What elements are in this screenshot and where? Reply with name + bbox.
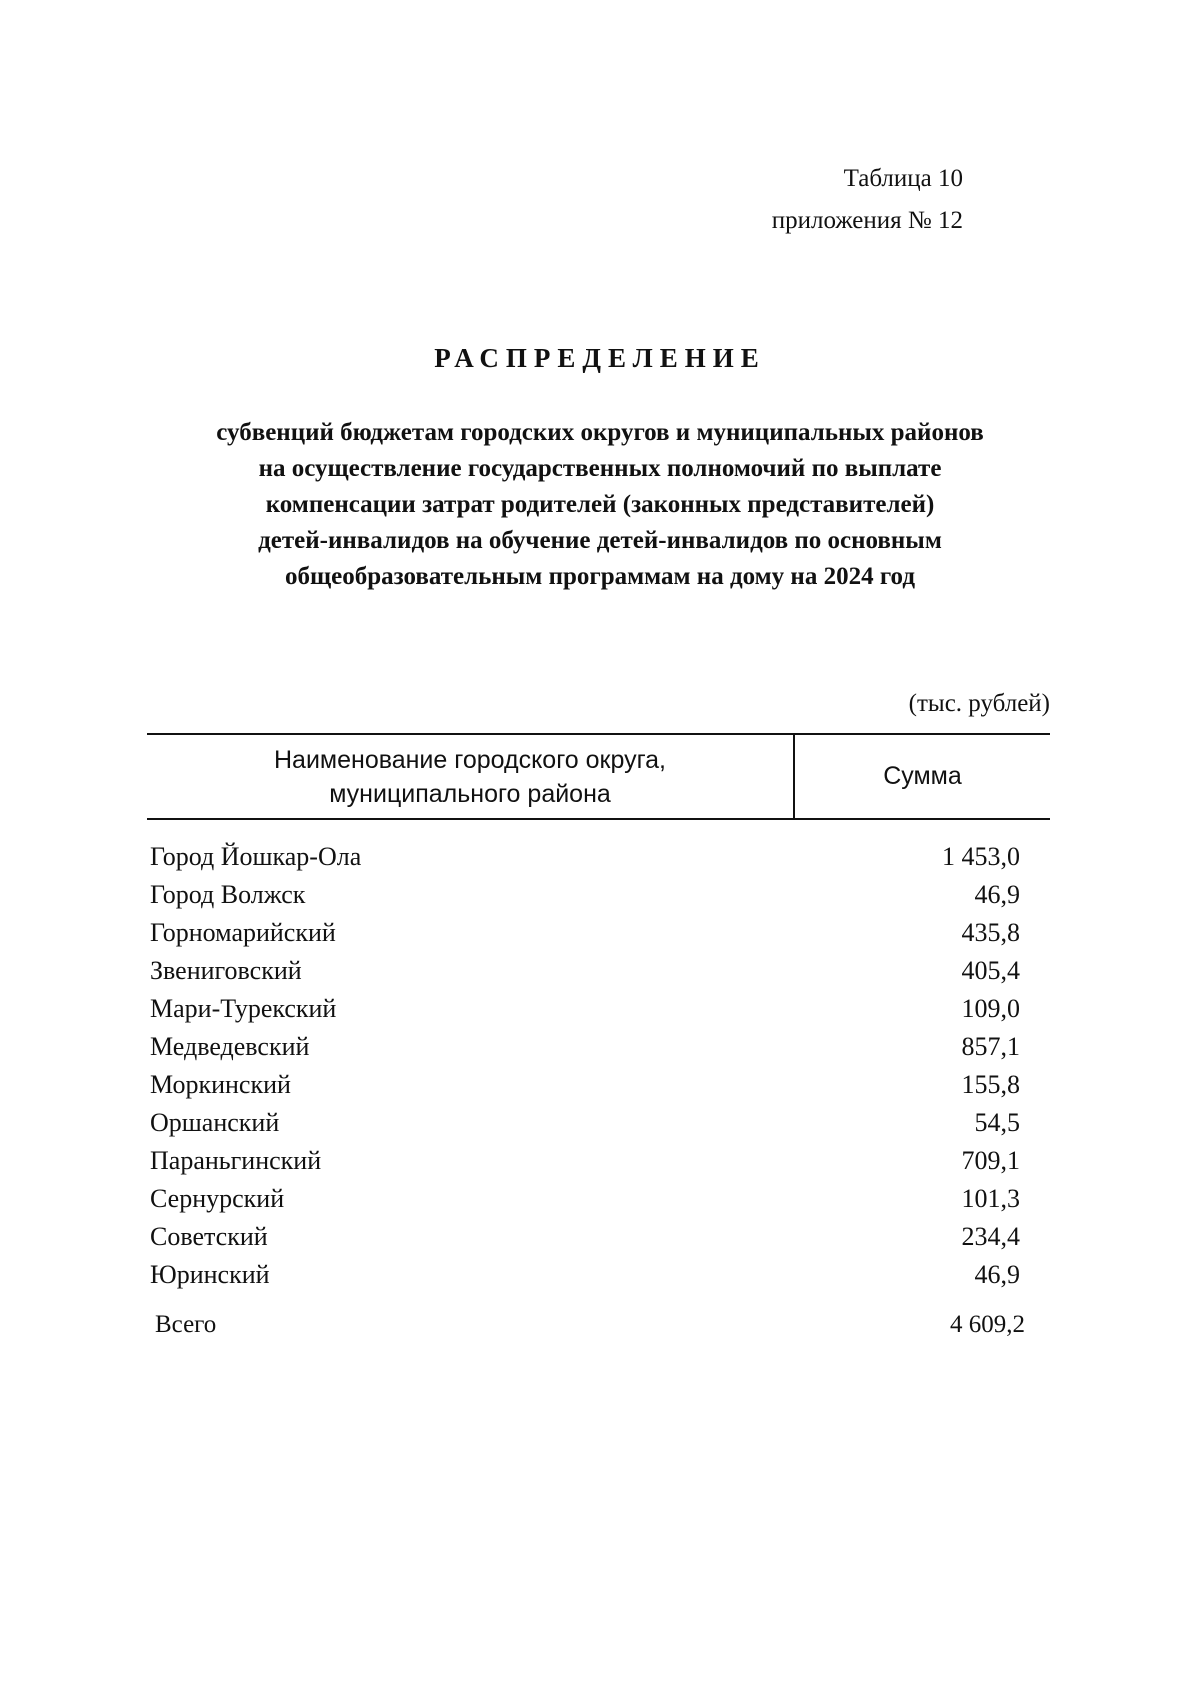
subtitle-line: субвенций бюджетам городских округов и муниципальных районов (216, 419, 984, 446)
subtitle-line: детей-инвалидов на обучение детей-инвалидов по основным (258, 527, 942, 554)
row-name: Мари-Турекский (150, 994, 337, 1023)
row-value: 234,4 (961, 1222, 1020, 1251)
appendix-number: приложения № 12 (771, 207, 963, 234)
table-row (150, 1066, 1020, 1104)
row-name: Медведевский (150, 1032, 310, 1061)
row-value: 46,9 (974, 880, 1020, 909)
total-label: Всего (155, 1311, 217, 1338)
table-row (150, 1104, 1020, 1142)
subtitle-line: общеобразовательным программам на дому на 2024 год (285, 563, 915, 590)
row-value: 101,3 (961, 1184, 1020, 1213)
row-name: Сернурский (150, 1184, 285, 1213)
row-value: 709,1 (961, 1146, 1020, 1175)
row-value: 435,8 (961, 918, 1020, 947)
table-row (150, 838, 1020, 876)
subtitle-line: компенсации затрат родителей (законных представителей) (265, 491, 935, 518)
table-row (150, 1180, 1020, 1218)
row-name: Моркинский (150, 1070, 291, 1099)
table-body (150, 838, 1020, 1294)
table-row (150, 1028, 1020, 1066)
header-name-line: Наименование городского округа, (274, 745, 666, 774)
table-row (150, 876, 1020, 914)
row-name: Оршанский (150, 1108, 280, 1137)
row-value: 109,0 (961, 994, 1020, 1023)
row-value: 405,4 (961, 956, 1020, 985)
total-row (155, 1306, 1025, 1344)
table-header (147, 733, 1050, 820)
row-value: 857,1 (961, 1032, 1020, 1061)
table-row (150, 1256, 1020, 1294)
row-value: 46,9 (974, 1260, 1020, 1289)
table-row (150, 990, 1020, 1028)
table-reference (772, 158, 963, 242)
table-row (150, 914, 1020, 952)
table-number: Таблица 10 (843, 165, 963, 192)
document-title: РАСПРЕДЕЛЕНИЕ (434, 343, 766, 373)
total-value: 4 609,2 (950, 1311, 1025, 1338)
document-subtitle (100, 415, 1100, 595)
row-name: Город Волжск (150, 880, 306, 909)
header-sum-column: Сумма (883, 762, 962, 790)
row-name: Город Йошкар-Ола (150, 842, 362, 871)
row-value: 155,8 (961, 1070, 1020, 1099)
table-row (150, 952, 1020, 990)
header-name-column (147, 735, 795, 818)
row-name: Юринский (150, 1260, 270, 1289)
row-name: Советский (150, 1222, 268, 1251)
header-name-line: муниципального района (329, 779, 611, 808)
table-row (150, 1218, 1020, 1256)
row-name: Звениговский (150, 956, 302, 985)
subtitle-line: на осуществление государственных полномочий по выплате (258, 455, 942, 482)
unit-label: (тыс. рублей) (908, 690, 1050, 717)
row-value: 54,5 (974, 1108, 1020, 1137)
row-value: 1 453,0 (942, 842, 1020, 871)
row-name: Параньгинский (150, 1146, 322, 1175)
table-row (150, 1142, 1020, 1180)
row-name: Горномарийский (150, 918, 336, 947)
